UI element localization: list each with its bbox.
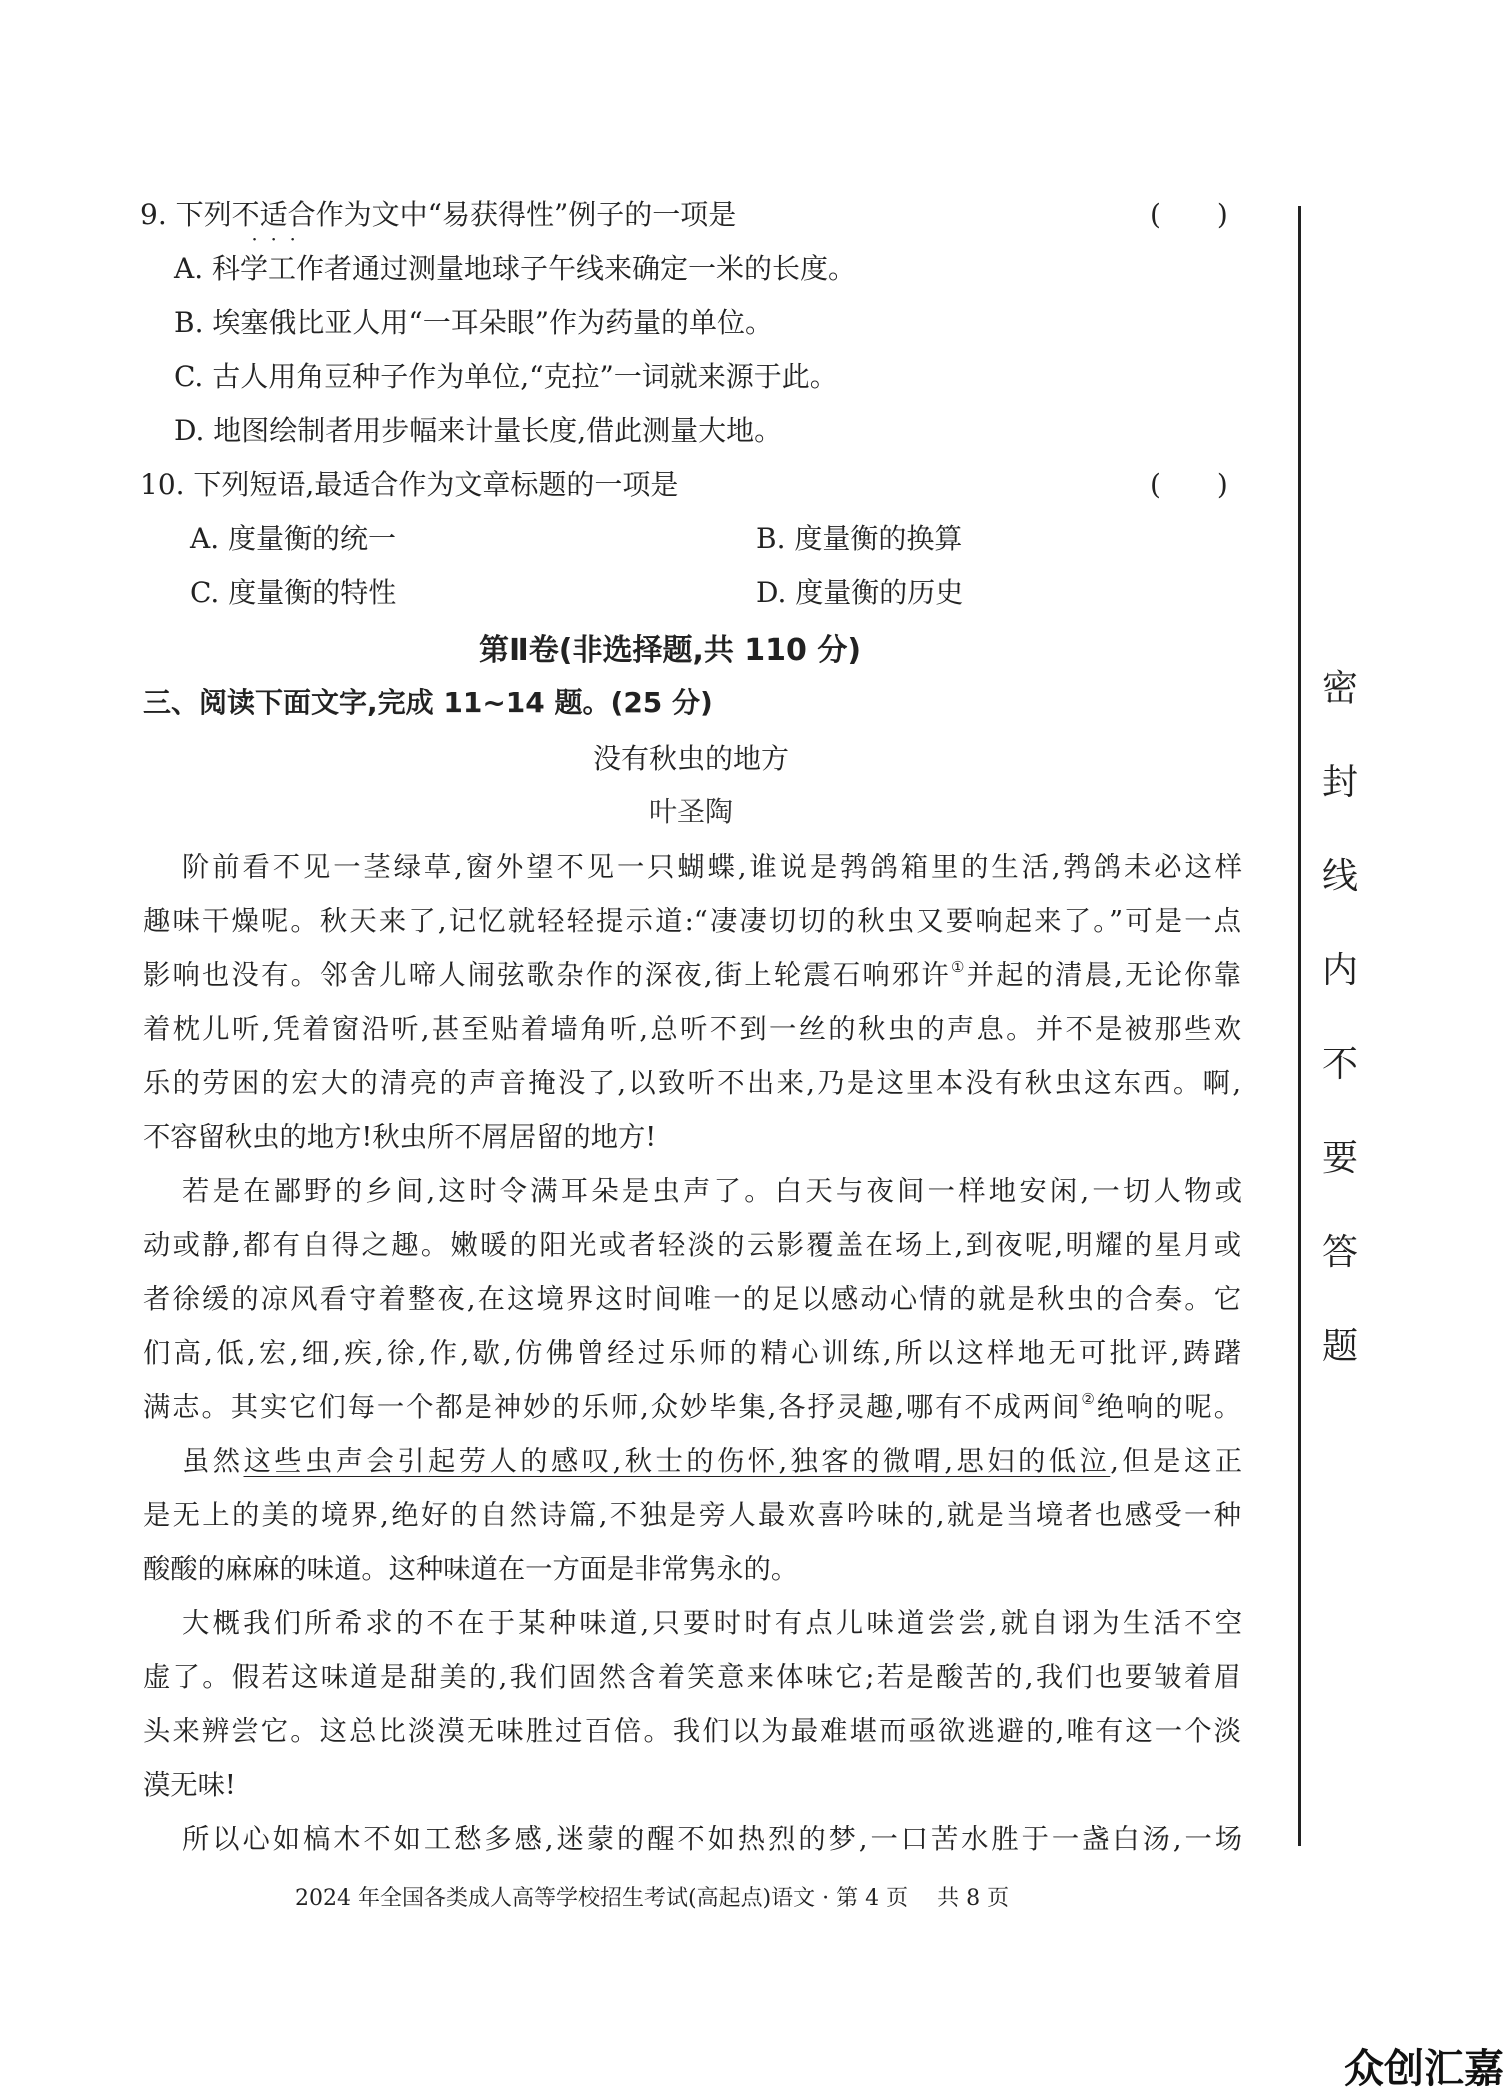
seal-line	[1298, 206, 1301, 1846]
article-line	[182, 1439, 1242, 1478]
article-title: 没有秋虫的地方	[593, 742, 790, 775]
q9-stem-post: 作为文中“易获得性”例子的一项是	[315, 198, 737, 231]
seal-char: 密	[1321, 668, 1358, 709]
article-line	[143, 953, 1241, 992]
article-line: 酸酸的麻麻的味道。这种味道在一方面是非常隽永的。	[143, 1554, 799, 1585]
part2-title: 第Ⅱ卷(非选择题,共 110 分)	[479, 633, 862, 668]
article-text: ,但是这正	[1110, 1446, 1242, 1477]
article-text: 绝响的呢。	[1096, 1392, 1241, 1423]
article-text: 满志。其实它们每一个都是神妙的乐师,众妙毕集,各抒灵趣,哪有不成两间	[143, 1392, 1082, 1423]
footnote-ref-2: ②	[1081, 1390, 1097, 1408]
q9-option-a: A. 科学工作者通过测量地球子午线来确定一米的长度。	[174, 252, 857, 285]
article-line: 是无上的美的境界,绝好的自然诗篇,不独是旁人最欢喜吟味的,就是当境者也感受一种	[143, 1500, 1241, 1531]
article-line: 虚了。假若这味道是甜美的,我们固然含着笑意来体味它;若是酸苦的,我们也要皱着眉	[143, 1662, 1241, 1693]
article-line: 者徐缓的凉风看守着整夜,在这境界这时间唯一的足以感动心情的就是秋虫的合奏。它	[143, 1284, 1241, 1315]
article-line: 大概我们所希求的不在于某种味道,只要时时有点儿味道尝尝,就自诩为生活不空	[182, 1608, 1242, 1639]
q10-answer-paren: ( )	[1150, 468, 1228, 501]
article-line: 乐的劳困的宏大的清亮的声音掩没了,以致听不出来,乃是这里本没有秋虫这东西。啊,	[143, 1068, 1241, 1099]
q9-answer-paren: ( )	[1150, 198, 1228, 231]
article-line: 着枕儿听,凭着窗沿听,甚至贴着墙角听,总听不到一丝的秋虫的声息。并不是被那些欢	[143, 1014, 1241, 1045]
q10-option-d: D. 度量衡的历史	[756, 576, 964, 609]
article-line: 漠无味!	[143, 1770, 236, 1801]
section3-title: 三、阅读下面文字,完成 11~14 题。(25 分)	[143, 686, 713, 719]
article-text: 影响也没有。邻舍儿啼人闹弦歌杂作的深夜,街上轮震石响邪许	[143, 960, 951, 991]
article-text: 并起的清晨,无论你靠	[966, 960, 1241, 991]
article-line: 若是在鄙野的乡间,这时令满耳朵是虫声了。白天与夜间一样地安闲,一切人物或	[182, 1176, 1242, 1207]
seal-char: 线	[1321, 856, 1358, 897]
seal-char: 内	[1321, 950, 1358, 991]
article-line	[143, 1385, 1241, 1424]
article-line: 们高,低,宏,细,疾,徐,作,歇,仿佛曾经过乐师的精心训练,所以这样地无可批评,踌躇	[143, 1338, 1241, 1369]
underlined-sentence: 这些虫声会引起劳人的感叹,秋士的伤怀,独客的微喟,思妇的低泣	[243, 1446, 1111, 1477]
seal-char: 答	[1321, 1232, 1358, 1273]
watermark: 众创汇嘉	[1344, 2046, 1504, 2092]
q10-option-a: A. 度量衡的统一	[190, 522, 397, 555]
seal-char: 题	[1321, 1326, 1358, 1367]
q9-option-b: B. 埃塞俄比亚人用“一耳朵眼”作为药量的单位。	[174, 306, 774, 339]
article-line: 所以心如槁木不如工愁多感,迷蒙的醒不如热烈的梦,一口苦水胜于一盏白汤,一场	[182, 1824, 1242, 1855]
article-line: 阶前看不见一茎绿草,窗外望不见一只蝴蝶,谁说是鹁鸽箱里的生活,鹁鸽未必这样	[182, 852, 1242, 883]
article-author: 叶圣陶	[649, 795, 734, 828]
q9-option-d: D. 地图绘制者用步幅来计量长度,借此测量大地。	[174, 414, 783, 447]
q10-option-c: C. 度量衡的特性	[190, 576, 397, 609]
seal-char: 要	[1321, 1138, 1358, 1179]
q10-stem: 10. 下列短语,最适合作为文章标题的一项是	[140, 468, 679, 501]
q10-option-b: B. 度量衡的换算	[756, 522, 963, 555]
footnote-ref-1: ①	[950, 958, 967, 976]
page-footer: 2024 年全国各类成人高等学校招生考试(高起点)语文 · 第 4 页 共 8 页	[295, 1886, 1010, 1911]
article-line: 趣味干燥呢。秋天来了,记忆就轻轻提示道:“凄凄切切的秋虫又要响起来了。”可是一点	[143, 906, 1241, 937]
q9-stem	[140, 193, 737, 251]
article-text: 虽然	[182, 1446, 244, 1477]
seal-char: 不	[1321, 1044, 1358, 1085]
article-line: 不容留秋虫的地方!秋虫所不屑居留的地方!	[143, 1122, 657, 1153]
q9-emphasis: 不适合 · · ·	[231, 198, 316, 251]
q9-number: 9.	[140, 198, 167, 231]
seal-char: 封	[1321, 762, 1358, 803]
q9-option-c: C. 古人用角豆种子作为单位,“克拉”一词就来源于此。	[174, 360, 838, 393]
article-line: 头来辨尝它。这总比淡漠无味胜过百倍。我们以为最难堪而亟欲逃避的,唯有这一个淡	[143, 1716, 1241, 1747]
q9-stem-pre: 下列	[175, 198, 232, 231]
article-line: 动或静,都有自得之趣。嫩暖的阳光或者轻淡的云影覆盖在场上,到夜呢,明耀的星月或	[143, 1230, 1241, 1261]
